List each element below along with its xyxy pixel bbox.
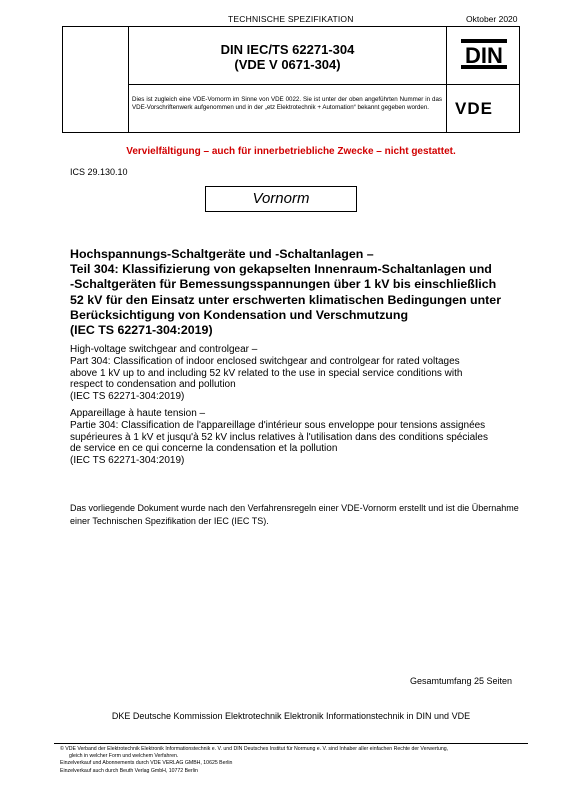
title-english: [70, 344, 525, 403]
title-block: [62, 26, 520, 133]
title-english-line: Part 304: Classification of indoor enclosed switchgear and controlgear for rated voltages: [70, 355, 460, 367]
title-block-divider-right: [446, 27, 447, 132]
footer: [60, 746, 530, 775]
dke-line: DKE Deutsche Kommission Elektrotechnik Elektronik Informationstechnik in DIN und VDE: [111, 711, 471, 721]
publication-date: Oktober 2020: [466, 14, 518, 24]
title-french-line: Partie 304: Classification de l'appareillage d'intérieur sous enveloppe pour tensions assignées: [70, 419, 486, 431]
copyright-line: gleich in welcher Form und welchem Verfahren.: [69, 753, 179, 760]
sales-vde: Einzelverkauf und Abonnements durch VDE VERLAG GMBH, 10625 Berlin: [60, 760, 233, 767]
title-english-line: (IEC TS 62271-304:2019): [70, 391, 185, 403]
title-english-line: respect to condensation and pollution: [70, 379, 236, 391]
reproduction-warning: Vervielfältigung – auch für innerbetriebliche Zwecke – nicht gestattet.: [126, 146, 456, 157]
title-french-line: de service en ce qui concerne la condensation et la pollution: [70, 443, 338, 455]
title-english-line: High-voltage switchgear and controlgear –: [70, 344, 258, 355]
vde-logo: VDE: [455, 99, 493, 118]
sales-beuth: Einzelverkauf auch durch Beuth Verlag GmbH, 10772 Berlin: [60, 767, 198, 774]
procedure-note: Das vorliegende Dokument wurde nach den Verfahrensregeln einer VDE-Vornorm erstellt und ist die Übernahme einer Technischen Spezifikation der IEC (IEC TS).: [70, 503, 519, 526]
document-number-vde: (VDE V 0671-304): [234, 57, 341, 72]
title-french-line: supérieures à 1 kV et jusqu'à 52 kV inclus relatives à l'utilisation dans des conditions spéciales: [70, 431, 488, 443]
din-logo-text: DIN: [465, 43, 503, 68]
vde-note: Dies ist zugleich eine VDE-Vornorm im Sinne von VDE 0022. Sie ist unter der oben angeführten Nummer in das VDE-Vorschriftenwerk aufgenommen und in der „etz Elektrotechnik + Automation“ bekannt gegeben worden.: [132, 96, 442, 112]
document-number-din: DIN IEC/TS 62271-304: [220, 42, 355, 57]
ics-code: ICS 29.130.10: [70, 167, 128, 177]
title-german-line: Berücksichtigung von Kondensation und Verschmutzung: [70, 307, 409, 322]
title-german-line: (IEC TS 62271-304:2019): [70, 323, 213, 338]
title-block-divider-horizontal: [128, 84, 519, 85]
document-category: TECHNISCHE SPEZIFIKATION: [228, 14, 354, 24]
title-french-line: Appareillage à haute tension –: [70, 408, 206, 419]
document-number: [129, 42, 446, 72]
vornorm-label: Vornorm: [205, 186, 357, 212]
title-french: [70, 408, 525, 467]
footer-divider: [54, 743, 528, 744]
title-german-line: Hochspannungs-Schaltgeräte und -Schaltanlagen –: [70, 247, 374, 261]
title-german-line: -Schaltgeräten für Bemessungsspannungen über 1 kV bis einschließlich: [70, 277, 497, 292]
din-logo: [461, 39, 507, 69]
copyright-line: © VDE Verband der Elektrotechnik Elektronik Informationstechnik e. V. und DIN Deutsches Institut für Normung e. V. sind Inhaber aller einfachen Rechte der Verwertung,: [60, 746, 449, 752]
title-german: [70, 247, 525, 338]
title-german-line: Teil 304: Klassifizierung von gekapselten Innenraum-Schaltanlagen und: [70, 262, 492, 277]
title-english-line: above 1 kV up to and including 52 kV related to the use in special service conditions with: [70, 367, 463, 379]
title-french-line: (IEC TS 62271-304:2019): [70, 455, 185, 467]
title-german-line: 52 kV für den Einsatz unter erschwerten klimatischen Bedingungen unter: [70, 292, 502, 307]
total-pages: Gesamtumfang 25 Seiten: [410, 676, 513, 686]
